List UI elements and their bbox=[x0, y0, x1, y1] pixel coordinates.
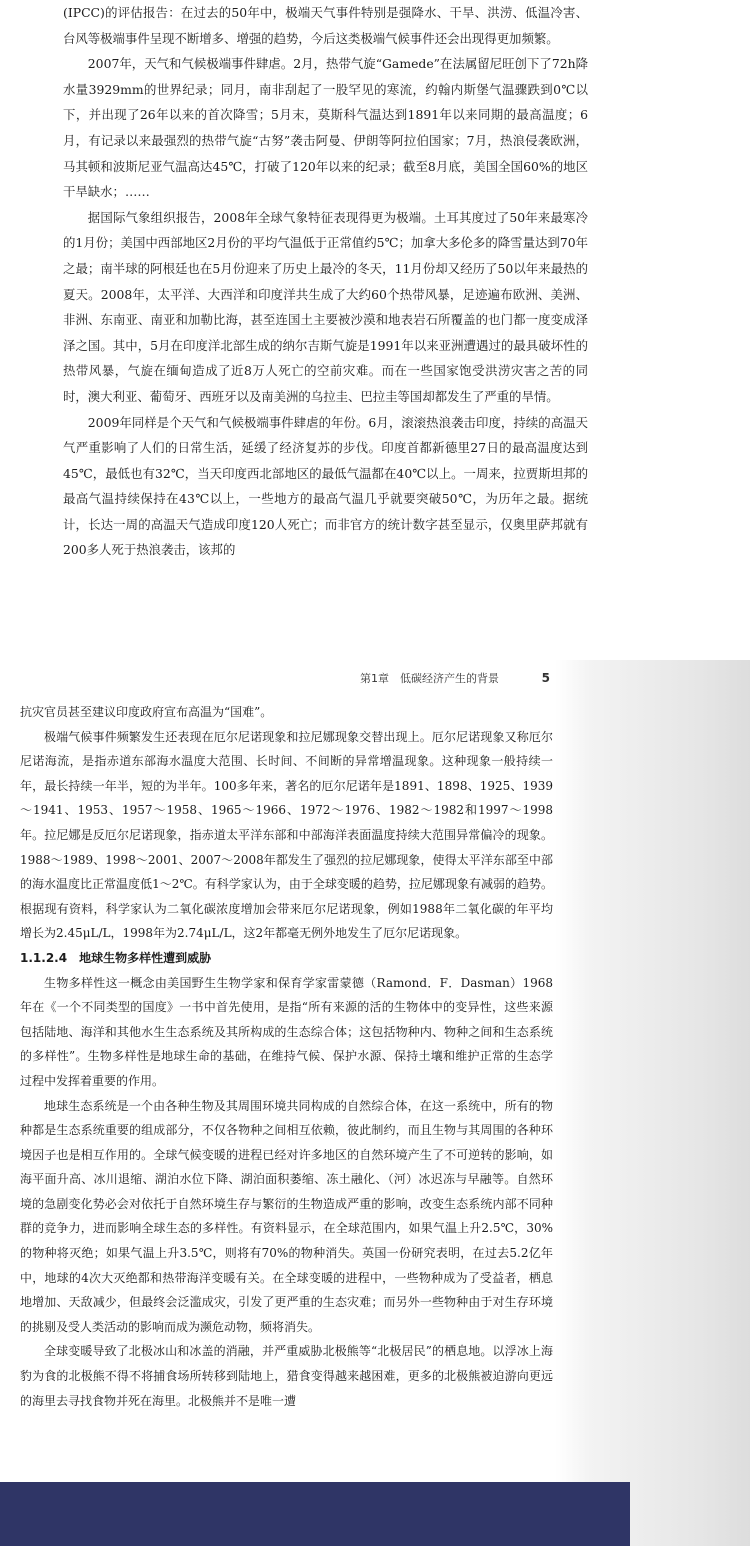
running-header bbox=[360, 670, 550, 686]
paragraph: 据国际气象组织报告，2008年全球气象特征表现得更为极端。土耳其度过了50年来最寒冷的1月份；美国中西部地区2月份的平均气温低于正常值约5℃；加拿大多伦多的降雪量达到70年之最；南半球的阿根廷也在5月份迎来了历史上最冷的冬天，11月份却又经历了50以年来最热的夏天。2008年，太平洋、大西洋和印度洋共生成了大约60个热带风暴，足迹遍布欧洲、美洲、非洲、东南亚、南亚和加勒比海，甚至连国土主要被沙漠和地表岩石所覆盖的也门都一度变成泽泽之国。其中，5月在印度洋北部生成的纳尔吉斯气旋是1991年以来亚洲遭遇过的最具破坏性的热带风暴，气旋在缅甸造成了近8万人死亡的空前灾难。而在一些国家饱受洪涝灾害之苦的同时，澳大利亚、葡萄牙、西班牙以及南美洲的乌拉圭、巴拉圭等国却都发生了严重的旱情。 bbox=[63, 209, 588, 404]
chapter-title: 第1章 低碳经济产生的背景 bbox=[360, 672, 499, 685]
footer-band bbox=[0, 1482, 630, 1546]
section-heading: 1.1.2.4 地球生物多样性遭到威胁 bbox=[20, 950, 212, 965]
lower-book-page bbox=[0, 660, 750, 1546]
paragraph: 2007年，天气和气候极端事件肆虐。2月，热带气旋“Gamede”在法属留尼旺创下了72h降水量3929mm的世界纪录；同月，南非刮起了一股罕见的寒流，约翰内斯堡气温骤跌到0℃以下，并出现了26年以来的首次降雪；5月末，莫斯科气温达到1891年以来同期的最高温度；6月，有记录以来最强烈的热带气旋“古努”袭击阿曼、伊朗等阿拉伯国家；7月，热浪侵袭欧洲，马其顿和波斯尼亚气温高达45℃，打破了120年以来的纪录；截至8月底，美国全国60%的地区干旱缺水；…… bbox=[63, 56, 588, 200]
page-number: 5 bbox=[541, 671, 550, 685]
paragraph: 2009年同样是个天气和气候极端事件肆虐的年份。6月，滚滚热浪袭击印度，持续的高温天气严重影响了人们的日常生活，延缓了经济复苏的步伐。印度首都新德里27日的最高温度达到45℃，最低也有32℃，当天印度西北部地区的最低气温都在40℃以上。一周来，拉贾斯坦邦的最高气温持续保持在43℃以上，一些地方的最高气温几乎就要突破50℃，为历年之最。据统计，长达一周的高温天气造成印度120人死亡；而非官方的统计数字甚至显示，仅奥里萨邦就有200多人死于热浪袭击，该邦的 bbox=[63, 414, 588, 558]
paragraph: 生物多样性这一概念由美国野生生物学家和保育学家雷蒙德（Ramond．F．Dasman）1968年在《一个不同类型的国度》一书中首先使用，是指“所有来源的活的生物体中的变异性，这些来源包括陆地、海洋和其他水生生态系统及其所构成的生态综合体；这包括物种内、物种之间和生态系统的多样性”。生物多样性是地球生命的基础，在维持气候、保护水源、保持土壤和维护正常的生态学过程中发挥着重要的作用。 bbox=[20, 975, 553, 1088]
paragraph: (IPCC)的评估报告：在过去的50年中，极端天气事件特别是强降水、干旱、洪涝、低温冷害、台风等极端事件呈现不断增多、增强的趋势，今后这类极端气候事件还会出现得更加频繁。 bbox=[63, 5, 588, 46]
lower-text-column bbox=[20, 700, 553, 1413]
upper-text-column bbox=[63, 0, 588, 563]
paragraph: 抗灾官员甚至建议印度政府宣布高温为“国难”。 bbox=[20, 705, 273, 719]
paragraph: 地球生态系统是一个由各种生物及其周围环境共同构成的自然综合体，在这一系统中，所有的物种都是生态系统重要的组成部分，不仅各物种之间相互依赖，彼此制约，而且生物与其周围的各种环境因子也是相互作用的。全球气候变暖的进程已经对许多地区的自然环境产生了不可逆转的影响，如海平面升高、冰川退缩、湖泊水位下降、湖泊面积萎缩、冻土融化、（河）冰迟冻与早融等。自然环境的急剧变化势必会对依托于自然环境生存与繁衍的生物造成严重的影响，改变生态系统内部不同种群的竞争力，进而影响全球生态的多样性。有资料显示，在全球范围内，如果气温上升2.5℃，30%的物种将灭绝；如果气温上升3.5℃，则将有70%的物种消失。英国一份研究表明，在过去5.2亿年中，地球的4次大灭绝都和热带海洋变暖有关。在全球变暖的进程中，一些物种成为了受益者，栖息地增加、天敌减少，但最终会泛滥成灾，引发了更严重的生态灾难；而另外一些物种由于对生存环境的挑剔及受人类活动的影响而成为濒危动物，频将消失。 bbox=[20, 1098, 553, 1334]
paragraph: 极端气候事件频繁发生还表现在厄尔尼诺现象和拉尼娜现象交替出现上。厄尔尼诺现象又称厄尔尼诺海流，是指赤道东部海水温度大范围、长时间、不间断的异常增温现象。这种现象一般持续一年，最长持续一年半，短的为半年。100多年来，著名的厄尔尼诺年是1891、1898、1925、1939～1941、1953、1957～1958、1965～1966、1972～1976、1982～1982和1997～1998年。拉尼娜是反厄尔尼诺现象，指赤道太平洋东部和中部海洋表面温度持续大范围异常偏冷的现象。1988～1989、1998～2001、2007～2008年都发生了强烈的拉尼娜现象，使得太平洋东部至中部的海水温度比正常温度低1～2℃。有科学家认为，由于全球变暖的趋势，拉尼娜现象有减弱的趋势。根据现有资料，科学家认为二氧化碳浓度增加会带来厄尔尼诺现象，例如1988年二氧化碳的年平均增长为2.45μL/L，1998年为2.74μL/L，这2年都毫无例外地发生了厄尔尼诺现象。 bbox=[20, 729, 553, 941]
paragraph: 全球变暖导致了北极冰山和冰盖的消融，并严重威胁北极熊等“北极居民”的栖息地。以浮冰上海豹为食的北极熊不得不将捕食场所转移到陆地上，猎食变得越来越困难，更多的北极熊被迫游向更远的海里去寻找食物并死在海里。北极熊并不是唯一遭 bbox=[20, 1344, 553, 1408]
upper-book-page bbox=[0, 0, 750, 600]
